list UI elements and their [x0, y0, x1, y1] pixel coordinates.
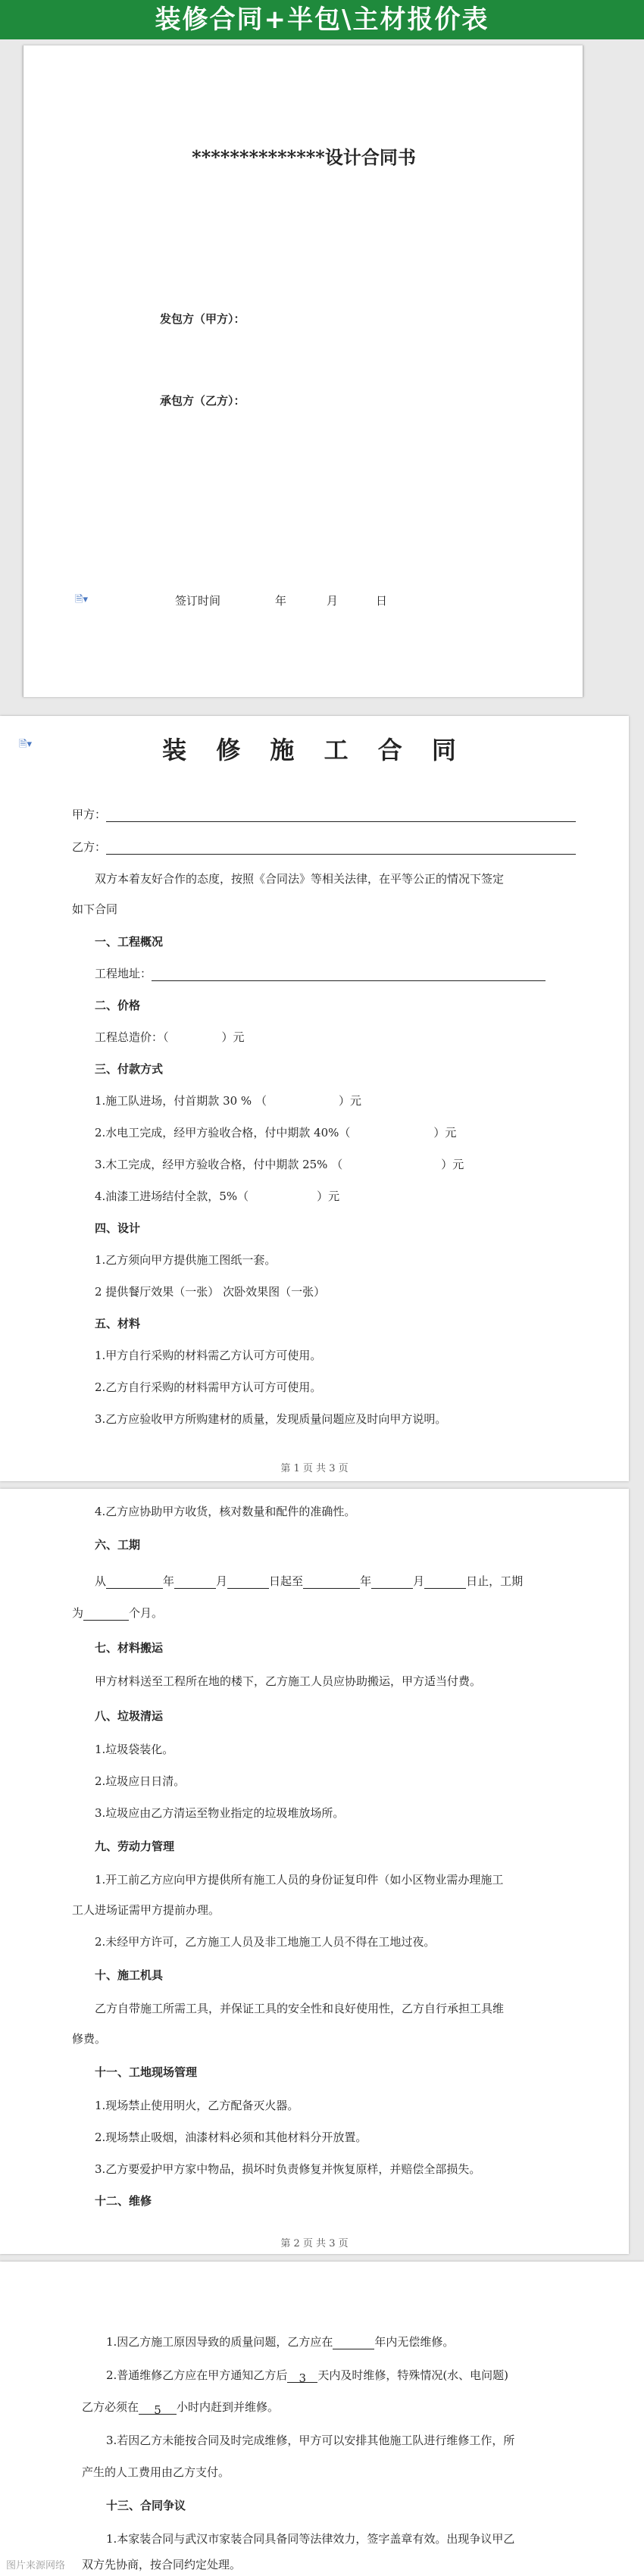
section-9-heading: 九、劳动力管理 [95, 1840, 175, 1853]
material-item-3: 3.乙方应验收甲方所购建材的质量，发现质量问题应及时向甲方说明。 [95, 1412, 447, 1426]
period-for: 为 [72, 1606, 84, 1620]
section-5-heading: 五、材料 [95, 1317, 141, 1330]
payment-1-end: ）元 [338, 1094, 361, 1108]
sign-year: 年 [275, 594, 287, 608]
project-address-blank [152, 969, 546, 981]
labor-item-1b: 工人进场证需甲方提前办理。 [72, 1903, 220, 1917]
repair-item-1-end: 年内无偿维修。 [374, 2335, 455, 2349]
dispute-item-1a: 1.本家装合同与武汉市家装合同具备同等法律效力，签字盖章有效。出现争议甲乙 [106, 2532, 515, 2546]
duration-blank [83, 1608, 129, 1621]
section-11-heading: 十一、工地现场管理 [95, 2065, 198, 2079]
banner-title: 装修合同+半包\主材报价表 [0, 0, 644, 39]
repair-item-1: 1.因乙方施工原因导致的质量问题，乙方应在 [106, 2335, 333, 2349]
page-number: 第 1 页 共 3 页 [280, 1463, 349, 1474]
section-1-heading: 一、工程概况 [95, 935, 164, 949]
design-item-2: 2 提供餐厅效果（一张） 次卧效果图（一张） [95, 1285, 326, 1299]
end-year-blank [303, 1577, 360, 1589]
party-a-label: 甲方： [72, 808, 107, 821]
party-b-label: 承包方（乙方）： [160, 394, 245, 408]
dispute-item-1b: 双方先协商，按合同约定处理。 [82, 2558, 242, 2571]
payment-2-end: ）元 [433, 1126, 457, 1140]
material-transport-text: 甲方材料送至工程所在地的楼下，乙方施工人员应协助搬运，甲方适当付费。 [95, 1674, 482, 1688]
page-number: 第 2 页 共 3 页 [280, 2238, 349, 2249]
section-8-heading: 八、垃圾清运 [95, 1709, 164, 1723]
design-contract-title: **************设计合同书 [192, 146, 416, 168]
site-item-2: 2.现场禁止吸烟，油漆材料必须和其他材料分开放置。 [95, 2131, 367, 2144]
tools-text-b: 修费。 [72, 2032, 107, 2046]
party-b-label: 乙方： [72, 840, 107, 854]
section-3-heading: 三、付款方式 [95, 1062, 164, 1076]
party-a-blank [106, 810, 576, 822]
section-10-heading: 十、施工机具 [95, 1968, 164, 1982]
material-item-4: 4.乙方应协助甲方收货，核对数量和配件的准确性。 [95, 1505, 356, 1518]
start-day-blank [227, 1577, 269, 1589]
period-year-1: 年 [163, 1574, 175, 1588]
section-12-heading: 十二、维修 [95, 2194, 152, 2208]
repair-hours-value: 5 [139, 2402, 177, 2415]
warranty-years-blank [333, 2337, 374, 2349]
party-b-blank [106, 843, 576, 855]
start-year-blank [106, 1577, 163, 1589]
start-month-blank [174, 1577, 216, 1589]
period-end: 日止，工期 [466, 1574, 524, 1588]
party-a-label: 发包方（甲方）： [160, 312, 245, 326]
page-construction-contract-3 [0, 2262, 644, 2576]
site-item-1: 1.现场禁止使用明火，乙方配备灭火器。 [95, 2099, 299, 2112]
page-construction-contract-1 [0, 716, 629, 1481]
document-icon: 🗎▾ [75, 594, 88, 605]
sign-day: 日 [376, 594, 388, 608]
design-item-1: 1.乙方须向甲方提供施工图纸一套。 [95, 1253, 277, 1267]
page-construction-contract-2 [0, 1489, 629, 2254]
repair-item-2b: 天内及时维修，特殊情况(水、电问题) [317, 2368, 509, 2382]
payment-4-end: ）元 [317, 1190, 340, 1203]
payment-3-end: ）元 [441, 1158, 464, 1171]
repair-item-3a: 3.若因乙方未能按合同及时完成维修，甲方可以安排其他施工队进行维修工作，所 [106, 2434, 515, 2447]
page-cover [23, 45, 583, 697]
garbage-item-3: 3.垃圾应由乙方清运至物业指定的垃圾堆放场所。 [95, 1806, 345, 1820]
material-item-1: 1.甲方自行采购的材料需乙方认可方可使用。 [95, 1349, 322, 1362]
repair-days-value: 3 [287, 2371, 317, 2383]
payment-1: 1.施工队进场，付首期款 30 % （ [95, 1094, 267, 1108]
period-year-2: 年 [360, 1574, 372, 1588]
section-6-heading: 六、工期 [95, 1538, 141, 1552]
material-item-2: 2.乙方自行采购的材料需甲方认可方可使用。 [95, 1380, 322, 1394]
project-address-label: 工程地址： [95, 967, 152, 980]
repair-item-2a: 2.普通维修乙方应在甲方通知乙方后 [106, 2368, 288, 2382]
payment-4: 4.油漆工进场结付全款，5%（ [95, 1190, 249, 1203]
total-cost-end: ）元 [221, 1030, 245, 1044]
garbage-item-2: 2.垃圾应日日清。 [95, 1774, 186, 1788]
repair-item-2d: 小时内赶到并维修。 [177, 2400, 280, 2414]
sign-month: 月 [327, 594, 339, 608]
payment-3: 3.木工完成，经甲方验收合格，付中期款 25% （ [95, 1158, 343, 1171]
tools-text-a: 乙方自带施工所需工具，并保证工具的安全性和良好使用性，乙方自行承担工具维 [95, 2002, 505, 2015]
labor-item-1a: 1.开工前乙方应向甲方提供所有施工人员的身份证复印件（如小区物业需办理施工 [95, 1873, 504, 1887]
repair-item-2c: 乙方必须在 [82, 2400, 139, 2414]
site-item-3: 3.乙方要爱护甲方家中物品，损坏时负责修复并恢复原样，并赔偿全部损失。 [95, 2162, 481, 2176]
section-7-heading: 七、材料搬运 [95, 1641, 164, 1655]
intro-line-1: 双方本着友好合作的态度，按照《合同法》等相关法律，在平等公正的情况下签定 [95, 872, 505, 886]
period-to: 日起至 [269, 1574, 304, 1588]
period-from: 从 [95, 1574, 107, 1588]
period-month-2: 月 [413, 1574, 425, 1588]
payment-2: 2.水电工完成，经甲方验收合格，付中期款 40%（ [95, 1126, 351, 1140]
intro-line-2: 如下合同 [72, 902, 118, 916]
total-cost-label: 工程总造价：（ [95, 1030, 169, 1044]
section-13-heading: 十三、合同争议 [106, 2499, 186, 2512]
construction-contract-title: 装 修 施 工 合 同 [162, 736, 467, 764]
labor-item-2: 2.未经甲方许可，乙方施工人员及非工地施工人员不得在工地过夜。 [95, 1935, 436, 1949]
end-month-blank [371, 1577, 413, 1589]
source-watermark: 图片来源网络 [6, 2560, 66, 2571]
repair-item-3b: 产生的人工费用由乙方支付。 [82, 2465, 230, 2479]
period-month-1: 月 [216, 1574, 228, 1588]
document-icon: 🗎▾ [19, 739, 32, 750]
section-4-heading: 四、设计 [95, 1221, 141, 1235]
sign-date-label: 签订时间 [175, 594, 221, 608]
garbage-item-1: 1.垃圾袋装化。 [95, 1743, 174, 1756]
section-2-heading: 二、价格 [95, 999, 141, 1012]
end-day-blank [424, 1577, 466, 1589]
period-months: 个月。 [129, 1606, 164, 1620]
